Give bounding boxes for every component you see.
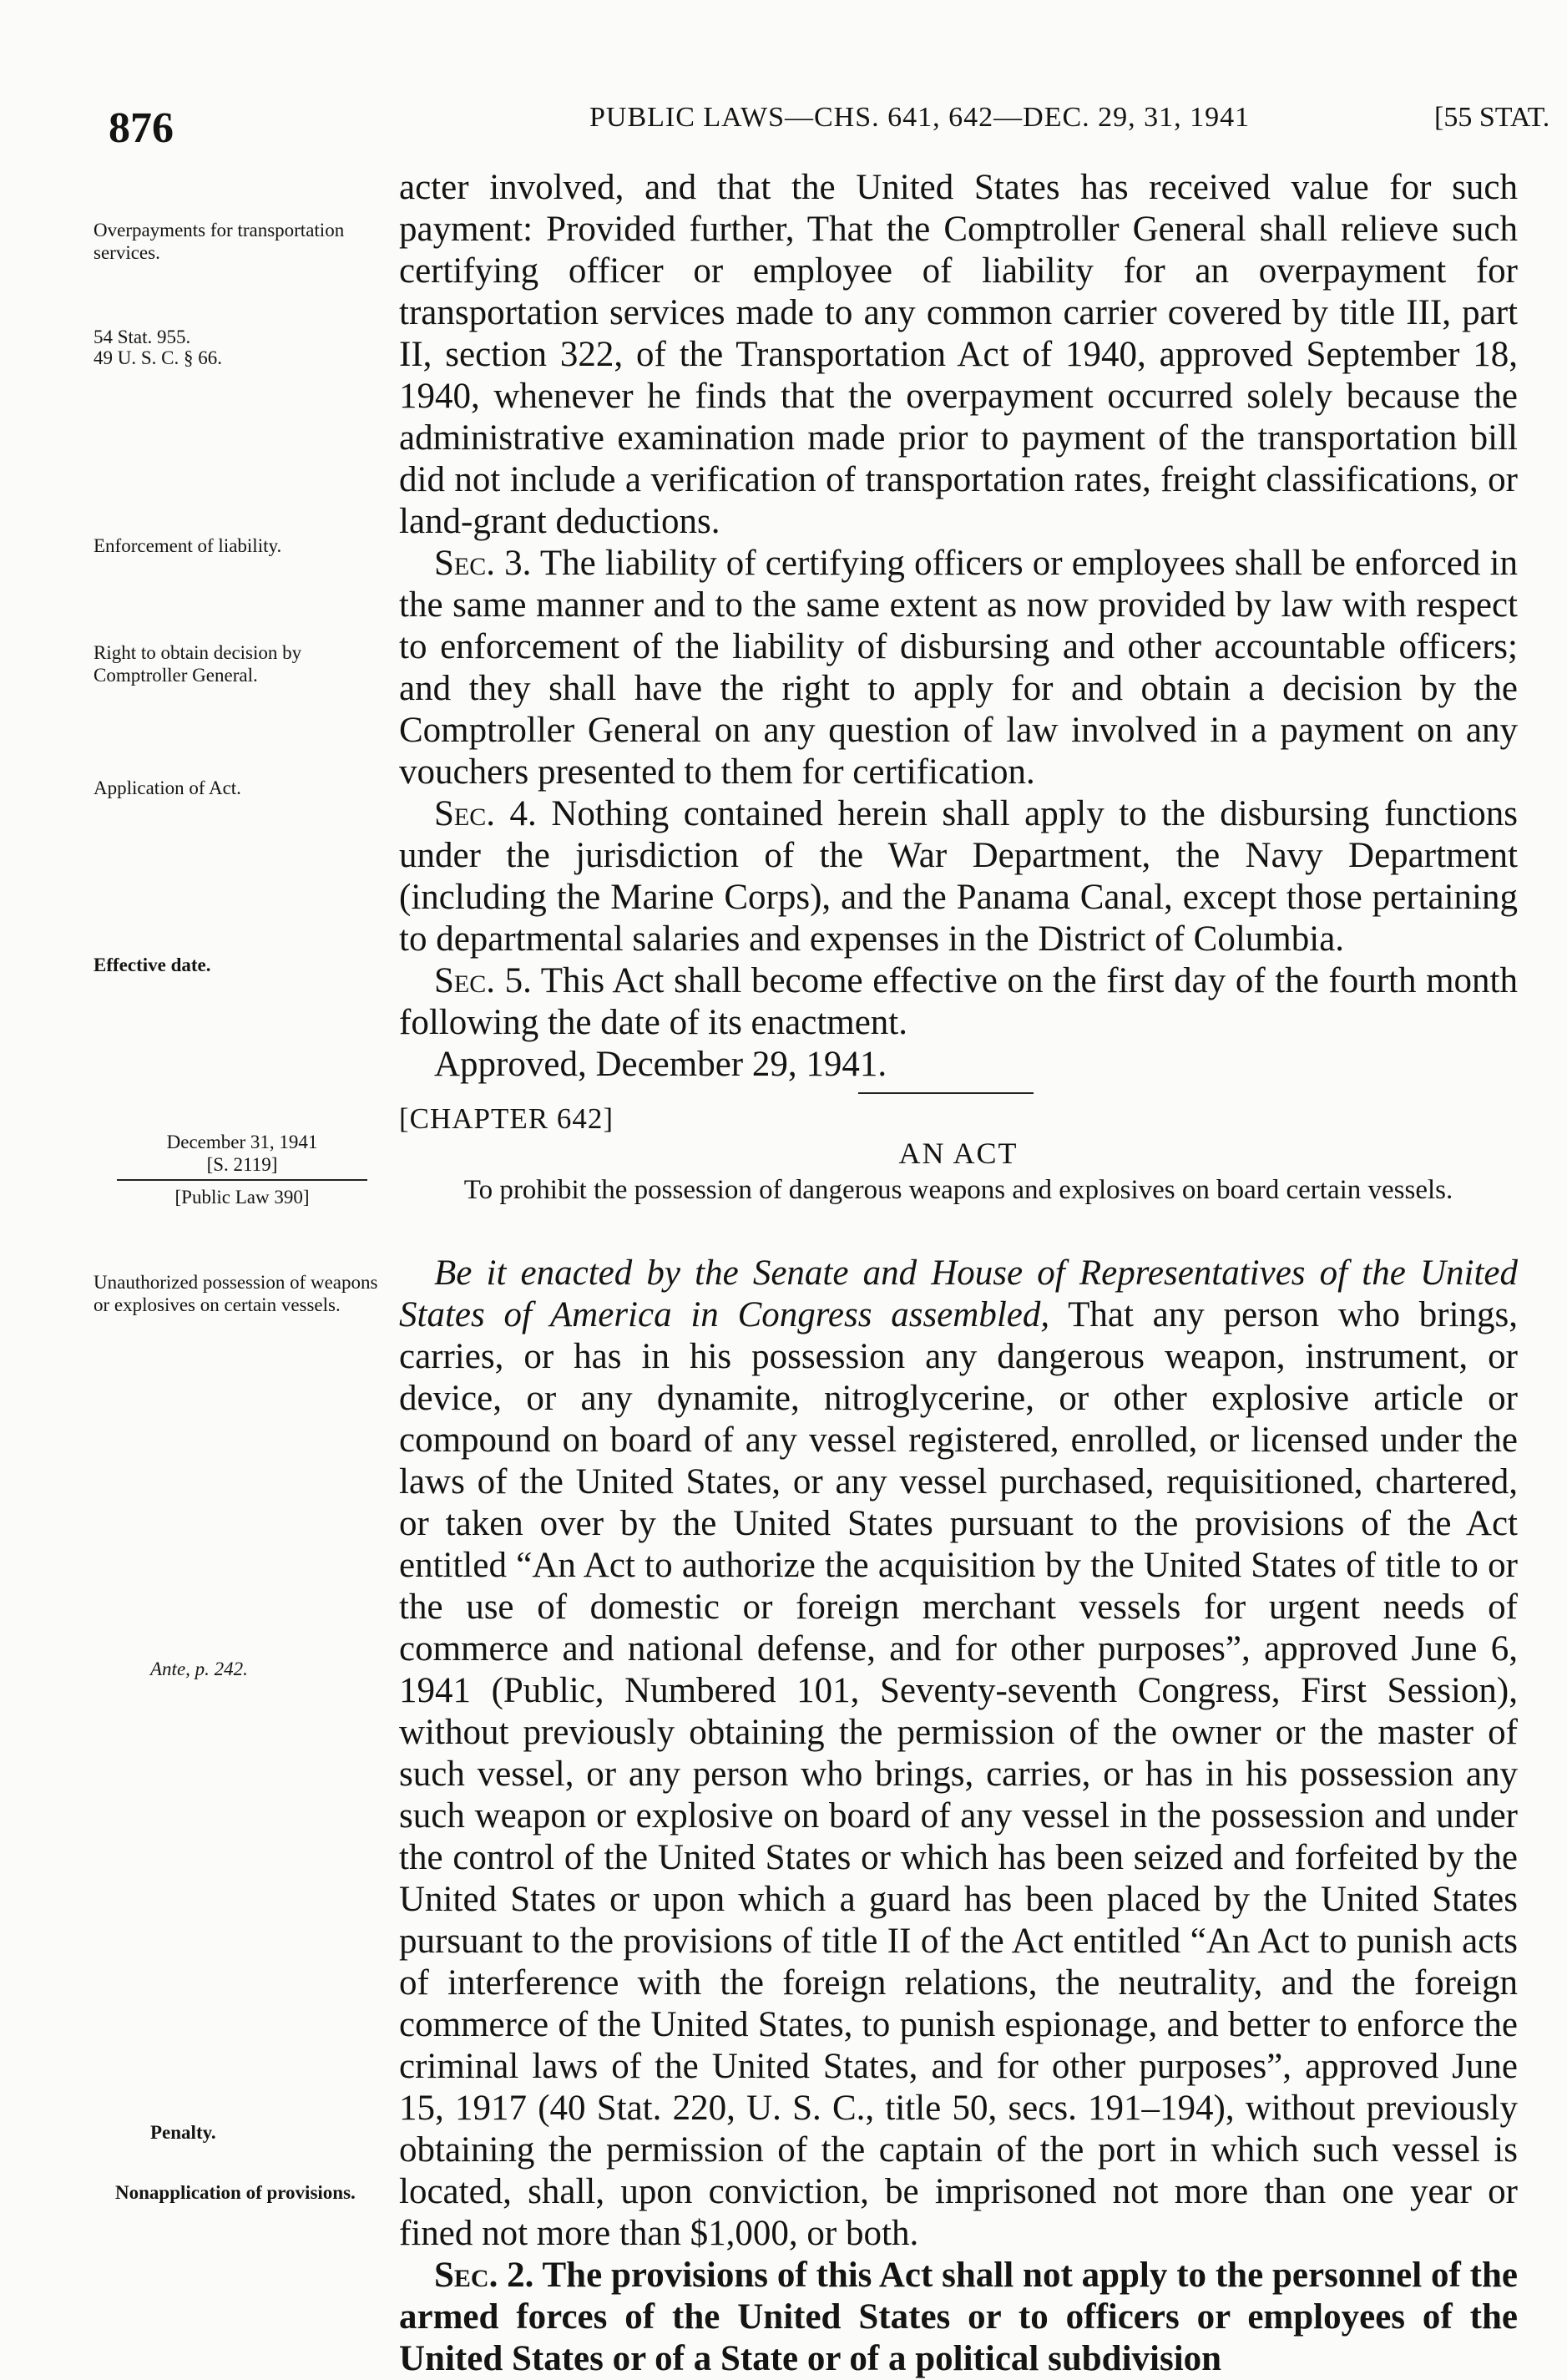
section-4-label: Sec. 4. <box>434 794 537 833</box>
divider <box>858 1092 1034 1094</box>
margin-note-public-law: [Public Law 390] <box>174 1187 310 1208</box>
section-5-text: This Act shall become effective on the first day of the fourth month following the date of its enactment. <box>399 961 1518 1042</box>
act-heading: AN ACT <box>898 1137 1019 1170</box>
section-2-label: Sec. 2. <box>434 2256 534 2295</box>
margin-note-penalty: Penalty. <box>150 2122 216 2143</box>
running-head: PUBLIC LAWS—CHS. 641, 642—DEC. 29, 31, 1941 <box>589 102 1251 133</box>
divider <box>117 1179 367 1181</box>
section-5-label: Sec. 5. <box>434 961 532 1000</box>
page-number: 876 <box>109 104 174 152</box>
section-5 <box>399 960 1518 1044</box>
section-1 <box>399 1253 1518 2255</box>
margin-note-effective-date: Effective date. <box>94 955 211 975</box>
margin-note-nonapplication: Nonapplication of provisions. <box>115 2182 356 2203</box>
section-2-text: The provisions of this Act shall not apply to the personnel of the armed forces of the United States or to officers or employees of the United States or of a State or of a political subdivision <box>399 2256 1518 2378</box>
margin-note-date: December 31, 1941 <box>166 1132 318 1152</box>
margin-note-enforcement: Enforcement of liability. <box>94 535 282 556</box>
chapter-641-para-1: acter involved, and that the United States has received value for such payment: Provided further, That the Comptroller General shall relieve such certifying officer or employee of liability for an overpayment for transportation services made to any common carrier covered by title III, part II, section 322, of the Transportation Act of 1940, approved September 18, 1940, whenever he finds that the overpayment occurred solely because the administrative examination made prior to payment of the transportation bill did not include a verification of transportation rates, freight classifications, or land-grant deductions. <box>399 168 1518 541</box>
section-3-text: The liability of certifying officers or employees shall be enforced in the same manner and to the same extent as now provided by law with respect to enforcement of the liability of disbursing and other accountable officers; and they shall have the right to apply for and obtain a decision by the Comptroller General on any question of law involved in a payment on any vouchers presented to them for certification. <box>399 544 1518 792</box>
section-1-text: That any person who brings, carries, or has in his possession any dangerous weapon, instrument, or device, or any dynamite, nitroglycerine, or other explosive article or compound on board of any vessel registered, enrolled, or licensed under the laws of the United States, or any vessel purchased, requisitioned, chartered, or taken over by the United States pursuant to the provisions of the Act entitled “An Act to authorize the acquisition by the United States of title to or the use of domestic or foreign merchant vessels for urgent needs of commerce and national defense, and for other purposes”, approved June 6, 1941 (Public, Numbered 101, Seventy-seventh Congress, First Session), without previously obtaining the permission of the owner or the master of such vessel, or any person who brings, carries, or has in his possession any such weapon or explosive on board of any vessel in the possession and under the control of the United States or which has been seized and forfeited by the United States or upon which a guard has been placed by the United States pursuant to the provisions of title II of the Act entitled “An Act to punish acts of interference with the foreign relations, the neutrality, and the foreign commerce of the United States, to punish espionage, and better to enforce the criminal laws of the United States, and for other purposes”, approved June 15, 1917 (40 Stat. 220, U. S. C., title 50, secs. 191–194), without previously obtaining the permission of the captain of the port in which such vessel is located, shall, upon conviction, be imprisoned not more than one year or fined not more than $1,000, or both. <box>399 1295 1519 2253</box>
margin-note-citation-usc: 49 U. S. C. § 66. <box>94 347 222 368</box>
enacting-clause: Be it enacted by the Senate and House of Representatives of the United States of America in Congress assembled, <box>399 1253 1518 1334</box>
margin-note-application: Application of Act. <box>94 777 241 798</box>
section-4-text: Nothing contained herein shall apply to the disbursing functions under the jurisdiction of the War Department, the Navy Department (including the Marine Corps), and the Panama Canal, except those pertaining to departmental salaries and expenses in the District of Columbia. <box>399 794 1518 959</box>
section-3 <box>399 543 1518 793</box>
approval-line: Approved, December 29, 1941. <box>434 1045 887 1084</box>
chapter-label: [CHAPTER 642] <box>399 1102 614 1135</box>
margin-note-citation-stat: 54 Stat. 955. <box>94 327 191 347</box>
margin-note-ante: Ante, p. 242. <box>150 1658 248 1679</box>
chapter-642-text <box>399 1253 1518 2380</box>
margin-note-date-block <box>117 1131 367 1208</box>
section-2 <box>399 2255 1518 2380</box>
act-purpose: To prohibit the possession of dangerous weapons and explosives on board certain vessels. <box>463 1175 1453 1205</box>
margin-note-right-to-obtain: Right to obtain decision by Comptroller General. <box>94 642 302 686</box>
chapter-641-text <box>399 167 1518 1086</box>
volume-reference: [55 STAT. <box>1434 102 1550 133</box>
margin-note-unauthorized: Unauthorized possession of weapons or explosives on certain vessels. <box>94 1272 378 1315</box>
margin-note-overpayments: Overpayments for transportation services. <box>94 220 345 263</box>
section-3-label: Sec. 3. <box>434 544 532 583</box>
section-4 <box>399 793 1518 960</box>
margin-note-bill: [S. 2119] <box>206 1154 278 1175</box>
